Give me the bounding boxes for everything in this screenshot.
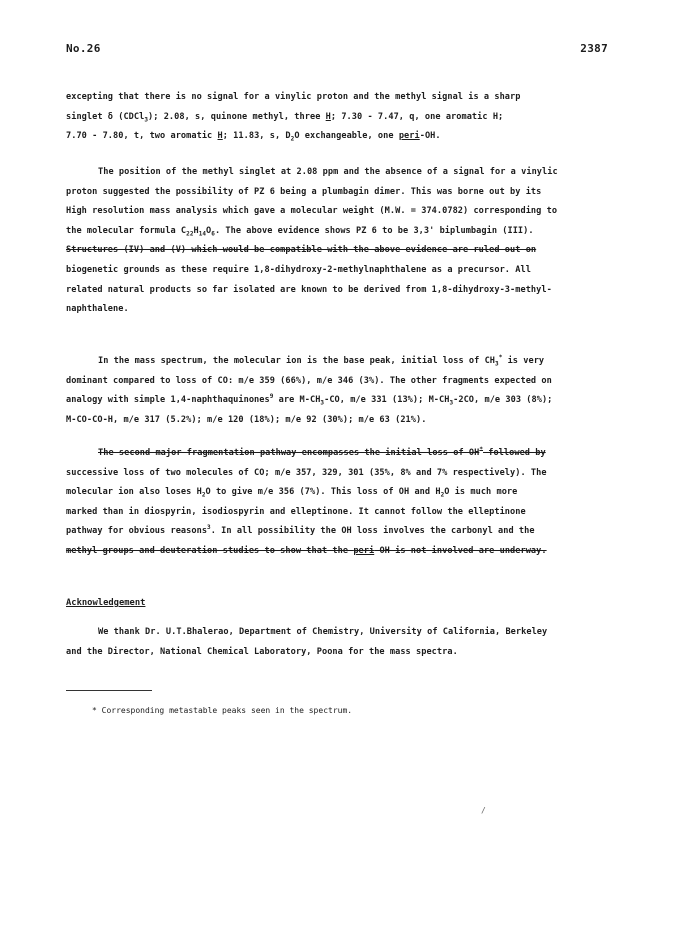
text-line: pathway for obvious reasons$^3$. In all possibility the OH loss involves the carbonyl and the bbox=[66, 524, 535, 537]
text-line: biogenetic grounds as these require 1,8-dihydroxy-2-methylnaphthalene as a precursor. All bbox=[66, 264, 531, 275]
footnote: * Corresponding metastable peaks seen in the spectrum. bbox=[92, 706, 353, 715]
text-line: We thank Dr. U.T.Bhalerao, Department of Chemistry, University of California, Berkeley bbox=[98, 627, 548, 637]
text-line: marked than in diospyrin, isodiospyrin and elleptinone. It cannot follow the elleptinone bbox=[66, 506, 526, 517]
paragraph-mass-spectrum bbox=[66, 352, 606, 430]
text-line: M-CO-CO-H, m/e 317 (5.2%); m/e 120 (18%); m/e 92 (30%); m/e 63 (21%). bbox=[66, 414, 427, 425]
paragraph-acknowledgement bbox=[66, 623, 606, 662]
page-number: 2387 bbox=[580, 42, 608, 55]
text-line: related natural products so far isolated are known to be derived from 1,8-dihydroxy-3-methyl- bbox=[66, 284, 552, 295]
text-line: proton suggested the possibility of PZ 6 being a plumbagin dimer. This was borne out by its bbox=[66, 186, 542, 197]
text-line: singlet δ (CDCl$_3$); 2.08, s, quinone methyl, three H; 7.30 - 7.47, q, one aromatic H; bbox=[66, 111, 504, 124]
text-line: High resolution mass analysis which gave a molecular weight (M.W. = 374.0782) corresponding to bbox=[66, 206, 558, 217]
text-line: molecular ion also loses $H_2O$ to give m/e 356 (7%). This loss of OH and $H_2O$ is much more bbox=[66, 487, 518, 499]
paragraph-nmr-continuation bbox=[66, 88, 606, 147]
acknowledgement-heading: Acknowledgement bbox=[66, 598, 146, 608]
text-line-struck: methyl groups and deuteration studies to show that the peri OH is not involved are underway. bbox=[66, 545, 547, 556]
text-line: In the mass spectrum, the molecular ion is the base peak, initial loss of $CH_3^*$ is very bbox=[98, 354, 545, 368]
stray-mark: / bbox=[481, 806, 486, 815]
paragraph-dimer-structure bbox=[66, 163, 606, 320]
text-line: the molecular formula $C_{22}H_{14}O_6$. The above evidence shows PZ 6 to be 3,3' biplumbagin (III). bbox=[66, 225, 534, 238]
footnote-divider bbox=[66, 690, 152, 691]
journal-issue: No.26 bbox=[66, 42, 101, 55]
text-line: successive loss of two molecules of CO; m/e 357, 329, 301 (35%, 8% and 7% respectively). The bbox=[66, 467, 547, 478]
text-line-struck: The second major fragmentation pathway encompasses the initial loss of OH* followed by bbox=[98, 446, 546, 458]
text-line: naphthalene. bbox=[66, 304, 129, 315]
text-line: excepting that there is no signal for a vinylic proton and the methyl signal is a sharp bbox=[66, 92, 521, 102]
text-line: 7.70 - 7.80, t, two aromatic H; 11.83, s, $D_2O$ exchangeable, one peri-OH. bbox=[66, 131, 441, 143]
text-line: dominant compared to loss of CO: m/e 359 (66%), m/e 346 (3%). The other fragments expected on bbox=[66, 375, 552, 386]
paragraph-fragmentation bbox=[66, 444, 606, 562]
text-line-struck: Structures (IV) and (V) which would be compatible with the above evidence are ruled out on bbox=[66, 245, 537, 256]
text-line: and the Director, National Chemical Laboratory, Poona for the mass spectra. bbox=[66, 646, 458, 657]
text-line: analogy with simple 1,4-naphthaquinones$^9$ are $M-CH_3-CO$, m/e 331 (13%); $M-CH_3-2CO$, m/e 303 (8%); bbox=[66, 393, 553, 407]
text-line: The position of the methyl singlet at 2.08 ppm and the absence of a signal for a vinylic bbox=[98, 167, 558, 177]
